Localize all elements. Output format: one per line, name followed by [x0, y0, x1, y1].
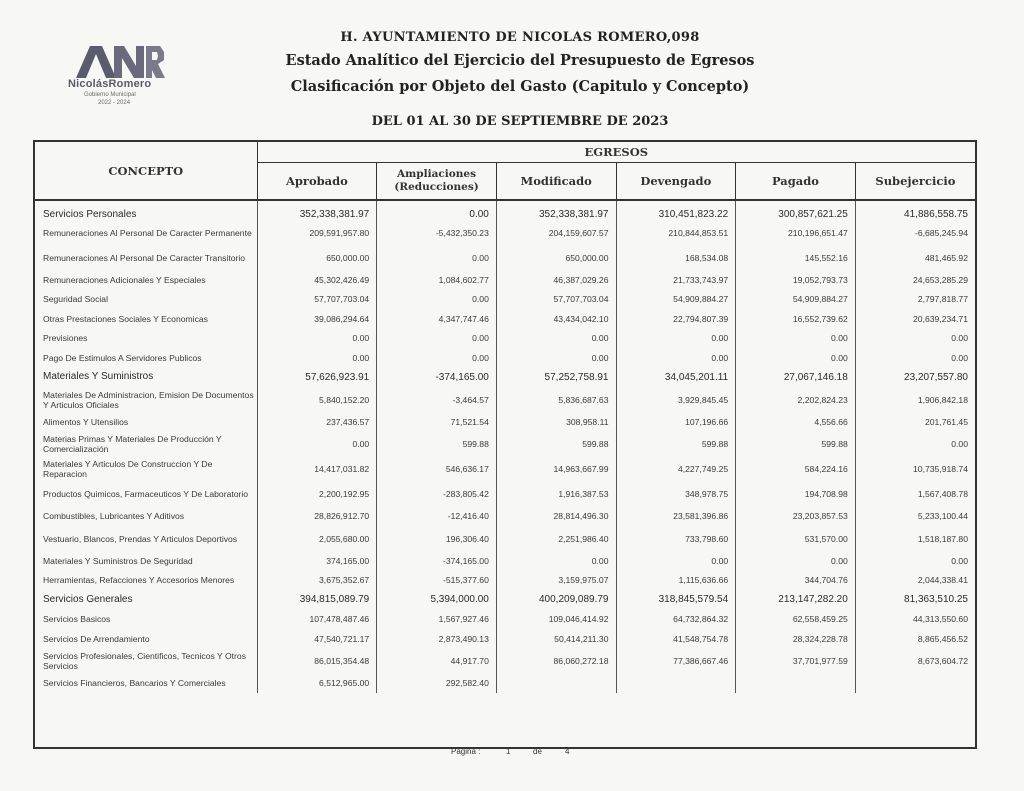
concept-cell: Materiales Y Suministros De Seguridad	[35, 551, 257, 571]
amount-cell: 8,865,456.52	[917, 633, 968, 644]
column-header-ampliaciones: Ampliaciones (Reducciones)	[377, 163, 497, 201]
amount-cell: 57,626,923.91	[257, 368, 377, 388]
amount-cell: 3,675,352.67	[257, 571, 377, 591]
amount-cell: 54,909,884.27	[616, 290, 736, 310]
amount-cell: 50,414,211.30	[496, 629, 616, 649]
concept-cell: Servicios Basicos	[35, 610, 257, 630]
amount-cell: 348,978.75	[616, 482, 736, 507]
amount-cell: 733,798.60	[616, 526, 736, 551]
amount-cell: 292,582.40	[377, 674, 497, 694]
amount-cell: -3,464.57	[377, 387, 497, 412]
amount-cell: 45,302,426.49	[257, 270, 377, 290]
concept-cell: Servicios De Arrendamiento	[35, 629, 257, 649]
table-row	[35, 551, 975, 571]
amount-cell: -5,432,350.23	[377, 220, 497, 245]
amount-cell: 2,200,192.95	[257, 482, 377, 507]
amount-cell: 44,917.70	[377, 649, 497, 674]
amount-cell: 10,735,918.74	[913, 464, 968, 474]
chapter-row	[35, 368, 975, 388]
amount-cell: 210,196,651.47	[736, 220, 856, 245]
table-row	[35, 245, 975, 270]
amount-cell: 16,552,739.62	[736, 309, 856, 329]
concept-cell: Otras Prestaciones Sociales Y Economicas	[35, 309, 257, 329]
amount-cell: 14,417,031.82	[257, 457, 377, 482]
amount-cell: -6,685,245.94	[914, 227, 968, 238]
amount-cell: 1,084,602.77	[377, 270, 497, 290]
amount-cell: 0.00	[616, 551, 736, 571]
amount-cell: 394,815,089.79	[257, 590, 377, 610]
entity-title: H. AYUNTAMIENTO DE NICOLAS ROMERO,098	[340, 30, 700, 45]
amount-cell: 344,704.76	[736, 571, 856, 591]
table-row	[35, 309, 975, 329]
amount-cell: 23,203,857.53	[736, 507, 856, 527]
amount-cell: 196,306.40	[377, 526, 497, 551]
amount-cell: 46,387,029.26	[496, 270, 616, 290]
amount-cell: -374,165.00	[377, 551, 497, 571]
amount-cell: 27,067,146.18	[736, 368, 856, 388]
concept-cell: Remuneraciones Al Personal De Caracter Transitorio	[35, 245, 257, 270]
amount-cell: 318,845,579.54	[616, 590, 736, 610]
table-row	[35, 571, 975, 591]
amount-cell: 0.00	[496, 329, 616, 349]
amount-cell: 28,814,496.30	[496, 507, 616, 527]
amount-cell: 1,518,187.80	[917, 533, 968, 544]
amount-cell: -515,377.60	[377, 571, 497, 591]
amount-cell: 57,252,758.91	[496, 368, 616, 388]
amount-cell: 194,708.98	[736, 482, 856, 507]
concept-cell: Remuneraciones Adicionales Y Especiales	[35, 270, 257, 290]
amount-cell: 2,797,818.77	[917, 294, 968, 305]
amount-cell: -374,165.00	[377, 368, 497, 388]
amount-cell: 22,794,807.39	[616, 309, 736, 329]
amount-cell: 81,363,510.25	[904, 594, 968, 606]
amount-cell: 599.88	[377, 432, 497, 457]
amount-cell: 4,556.66	[736, 412, 856, 432]
amount-cell: 109,046,414.92	[496, 610, 616, 630]
chapter-row	[35, 200, 975, 220]
concept-cell: Servicios Personales	[35, 200, 257, 220]
amount-cell: 5,836,687.63	[496, 387, 616, 412]
table-row	[35, 610, 975, 630]
column-header-aprobado: Aprobado	[257, 163, 377, 201]
table-row	[35, 457, 975, 482]
amount-cell: 374,165.00	[257, 551, 377, 571]
egresos-group-header: EGRESOS	[257, 142, 975, 163]
table-row	[35, 526, 975, 551]
amount-cell: 5,394,000.00	[377, 590, 497, 610]
table-row	[35, 220, 975, 245]
table-row	[35, 649, 975, 674]
amount-cell	[855, 674, 975, 694]
report-period: DEL 01 AL 30 DE SEPTIEMBRE DE 2023	[371, 114, 669, 129]
amount-cell: 23,207,557.80	[904, 371, 968, 383]
amount-cell: 23,581,396.86	[616, 507, 736, 527]
amount-cell: 145,552.16	[736, 245, 856, 270]
amount-cell: 107,196.66	[616, 412, 736, 432]
amount-cell: 204,159,607.57	[496, 220, 616, 245]
amount-cell: 308,958.11	[496, 412, 616, 432]
amount-cell: 0.00	[616, 329, 736, 349]
amount-cell: 650,000.00	[257, 245, 377, 270]
amount-cell: 1,115,636.66	[616, 571, 736, 591]
amount-cell	[496, 674, 616, 694]
amount-cell: 0.00	[951, 333, 968, 344]
report-title: Estado Analítico del Ejercicio del Presupuesto de Egresos	[285, 52, 755, 69]
amount-cell: 0.00	[496, 348, 616, 368]
amount-cell: 86,060,272.18	[496, 649, 616, 674]
table-row	[35, 290, 975, 310]
amount-cell: 3,159,975.07	[496, 571, 616, 591]
amount-cell: 0.00	[257, 348, 377, 368]
amount-cell: 0.00	[377, 290, 497, 310]
table-row	[35, 432, 975, 457]
amount-cell: 5,233,100.44	[917, 511, 968, 522]
report-subtitle: Clasificación por Objeto del Gasto (Capitulo y Concepto)	[290, 78, 750, 95]
budget-table	[35, 142, 975, 693]
table-row	[35, 412, 975, 432]
anr-logo-mark	[72, 40, 167, 80]
budget-table-frame	[33, 140, 977, 749]
amount-cell: 41,886,558.75	[904, 209, 968, 220]
concept-cell: Vestuario, Blancos, Prendas Y Articulos Deportivos	[35, 526, 257, 551]
amount-cell: 531,570.00	[736, 526, 856, 551]
amount-cell: 310,451,823.22	[616, 200, 736, 220]
amount-cell: 1,567,408.78	[917, 489, 968, 499]
budget-table-body	[35, 200, 975, 693]
page-number: 1	[506, 747, 511, 756]
amount-cell: 57,707,703.04	[496, 290, 616, 310]
amount-cell: 0.00	[377, 348, 497, 368]
concept-cell: Pago De Estimulos A Servidores Publicos	[35, 348, 257, 368]
amount-cell: 62,558,459.25	[736, 610, 856, 630]
amount-cell: 21,733,743.97	[616, 270, 736, 290]
amount-cell: 6,512,965.00	[257, 674, 377, 694]
amount-cell: 0.00	[951, 439, 968, 449]
amount-cell: 1,567,927.46	[377, 610, 497, 630]
amount-cell: 300,857,621.25	[736, 200, 856, 220]
page-of-label: de	[533, 747, 542, 756]
concept-cell: Servicios Profesionales, Cientificos, Tecnicos Y Otros Servicios	[35, 649, 257, 674]
concept-cell: Materias Primas Y Materiales De Producción Y Comercialización	[35, 432, 257, 457]
concept-cell: Materiales Y Articulos De Construccion Y De Reparacion	[35, 457, 257, 482]
amount-cell: 2,202,824.23	[736, 387, 856, 412]
amount-cell: 20,639,234.71	[913, 313, 968, 324]
column-header-modificado: Modificado	[496, 163, 616, 201]
chapter-row	[35, 590, 975, 610]
table-row	[35, 674, 975, 694]
concept-cell: Materiales De Administracion, Emision De Documentos Y Articulos Oficiales	[35, 387, 257, 412]
table-row	[35, 270, 975, 290]
amount-cell: 47,540,721.17	[257, 629, 377, 649]
amount-cell: 5,840,152.20	[257, 387, 377, 412]
concept-column-header: CONCEPTO	[35, 142, 257, 200]
amount-cell: 107,478,487.46	[257, 610, 377, 630]
amount-cell: 0.00	[257, 329, 377, 349]
amount-cell	[616, 674, 736, 694]
amount-cell: 8,673,604.72	[917, 656, 968, 666]
amount-cell: 599.88	[616, 432, 736, 457]
table-row	[35, 348, 975, 368]
amount-cell: 4,227,749.25	[616, 457, 736, 482]
amount-cell: 1,906,842.18	[917, 394, 968, 405]
amount-cell: 44,313,550.60	[913, 614, 968, 625]
amount-cell: 0.00	[736, 348, 856, 368]
amount-cell: 0.00	[951, 352, 968, 363]
amount-cell: 210,844,853.51	[616, 220, 736, 245]
amount-cell: 650,000.00	[496, 245, 616, 270]
amount-cell: 0.00	[377, 200, 497, 220]
amount-cell: 1,916,387.53	[496, 482, 616, 507]
amount-cell: 37,701,977.59	[736, 649, 856, 674]
amount-cell: 2,251,986.40	[496, 526, 616, 551]
amount-cell: 3,929,845.45	[616, 387, 736, 412]
amount-cell	[736, 674, 856, 694]
amount-cell: 209,591,957.80	[257, 220, 377, 245]
amount-cell: 0.00	[736, 329, 856, 349]
amount-cell: 546,636.17	[377, 457, 497, 482]
amount-cell: 168,534.08	[616, 245, 736, 270]
amount-cell: 0.00	[257, 432, 377, 457]
column-header-pagado: Pagado	[736, 163, 856, 201]
page-label: Pagina :	[451, 747, 481, 756]
amount-cell: 14,963,667.99	[496, 457, 616, 482]
amount-cell: 24,653,285.29	[913, 274, 968, 285]
amount-cell: 237,436.57	[257, 412, 377, 432]
amount-cell: 86,015,354.48	[257, 649, 377, 674]
amount-cell: 4,347,747.46	[377, 309, 497, 329]
concept-cell: Servicios Financieros, Bancarios Y Comerciales	[35, 674, 257, 694]
amount-cell: 2,055,680.00	[257, 526, 377, 551]
column-header-subejercicio: Subejercicio	[855, 163, 975, 201]
concept-cell: Materiales Y Suministros	[35, 368, 257, 388]
amount-cell: 2,044,338.41	[917, 575, 968, 586]
amount-cell: 57,707,703.04	[257, 290, 377, 310]
concept-cell: Herramientas, Refacciones Y Accesorios Menores	[35, 571, 257, 591]
amount-cell: 28,826,912.70	[257, 507, 377, 527]
table-row	[35, 387, 975, 412]
table-row	[35, 329, 975, 349]
amount-cell: 77,386,667.46	[616, 649, 736, 674]
amount-cell: 64,732,864.32	[616, 610, 736, 630]
amount-cell: 34,045,201.11	[616, 368, 736, 388]
amount-cell: 213,147,282.20	[736, 590, 856, 610]
amount-cell: 0.00	[496, 551, 616, 571]
concept-cell: Servicios Generales	[35, 590, 257, 610]
amount-cell: 599.88	[736, 432, 856, 457]
concept-cell: Combustibles, Lubricantes Y Aditivos	[35, 507, 257, 527]
logo-subtitle: Gobierno Municipal	[84, 92, 136, 98]
amount-cell: 400,209,089.79	[496, 590, 616, 610]
amount-cell: 481,465.92	[924, 252, 968, 263]
amount-cell: 0.00	[377, 245, 497, 270]
column-header-devengado: Devengado	[616, 163, 736, 201]
amount-cell: 201,761.45	[924, 416, 968, 427]
amount-cell: 39,086,294.64	[257, 309, 377, 329]
concept-cell: Productos Quimicos, Farmaceuticos Y De Laboratorio	[35, 482, 257, 507]
concept-cell: Alimentos Y Utensilios	[35, 412, 257, 432]
amount-cell: 0.00	[736, 551, 856, 571]
amount-cell: 352,338,381.97	[496, 200, 616, 220]
amount-cell: 0.00	[951, 555, 968, 566]
table-row	[35, 507, 975, 527]
amount-cell: 28,324,228.78	[736, 629, 856, 649]
amount-cell: 599.88	[496, 432, 616, 457]
amount-cell: 43,434,042.10	[496, 309, 616, 329]
concept-cell: Previsiones	[35, 329, 257, 349]
amount-cell: 54,909,884.27	[736, 290, 856, 310]
amount-cell: 71,521.54	[377, 412, 497, 432]
amount-cell: 41,548,754.78	[616, 629, 736, 649]
amount-cell: 19,052,793.73	[736, 270, 856, 290]
municipal-logo	[62, 40, 174, 112]
amount-cell: 0.00	[377, 329, 497, 349]
table-row	[35, 629, 975, 649]
logo-years: 2022 - 2024	[98, 100, 131, 106]
amount-cell: -283,805.42	[377, 482, 497, 507]
amount-cell: 0.00	[616, 348, 736, 368]
concept-cell: Seguridad Social	[35, 290, 257, 310]
logo-brand-text: NicolásRomero	[68, 78, 152, 90]
amount-cell: 584,224.16	[736, 457, 856, 482]
amount-cell: 352,338,381.97	[257, 200, 377, 220]
amount-cell: -12,416.40	[377, 507, 497, 527]
page-total: 4	[565, 747, 570, 756]
concept-cell: Remuneraciones Al Personal De Caracter Permanente	[35, 220, 257, 245]
table-row	[35, 482, 975, 507]
amount-cell: 2,873,490.13	[377, 629, 497, 649]
